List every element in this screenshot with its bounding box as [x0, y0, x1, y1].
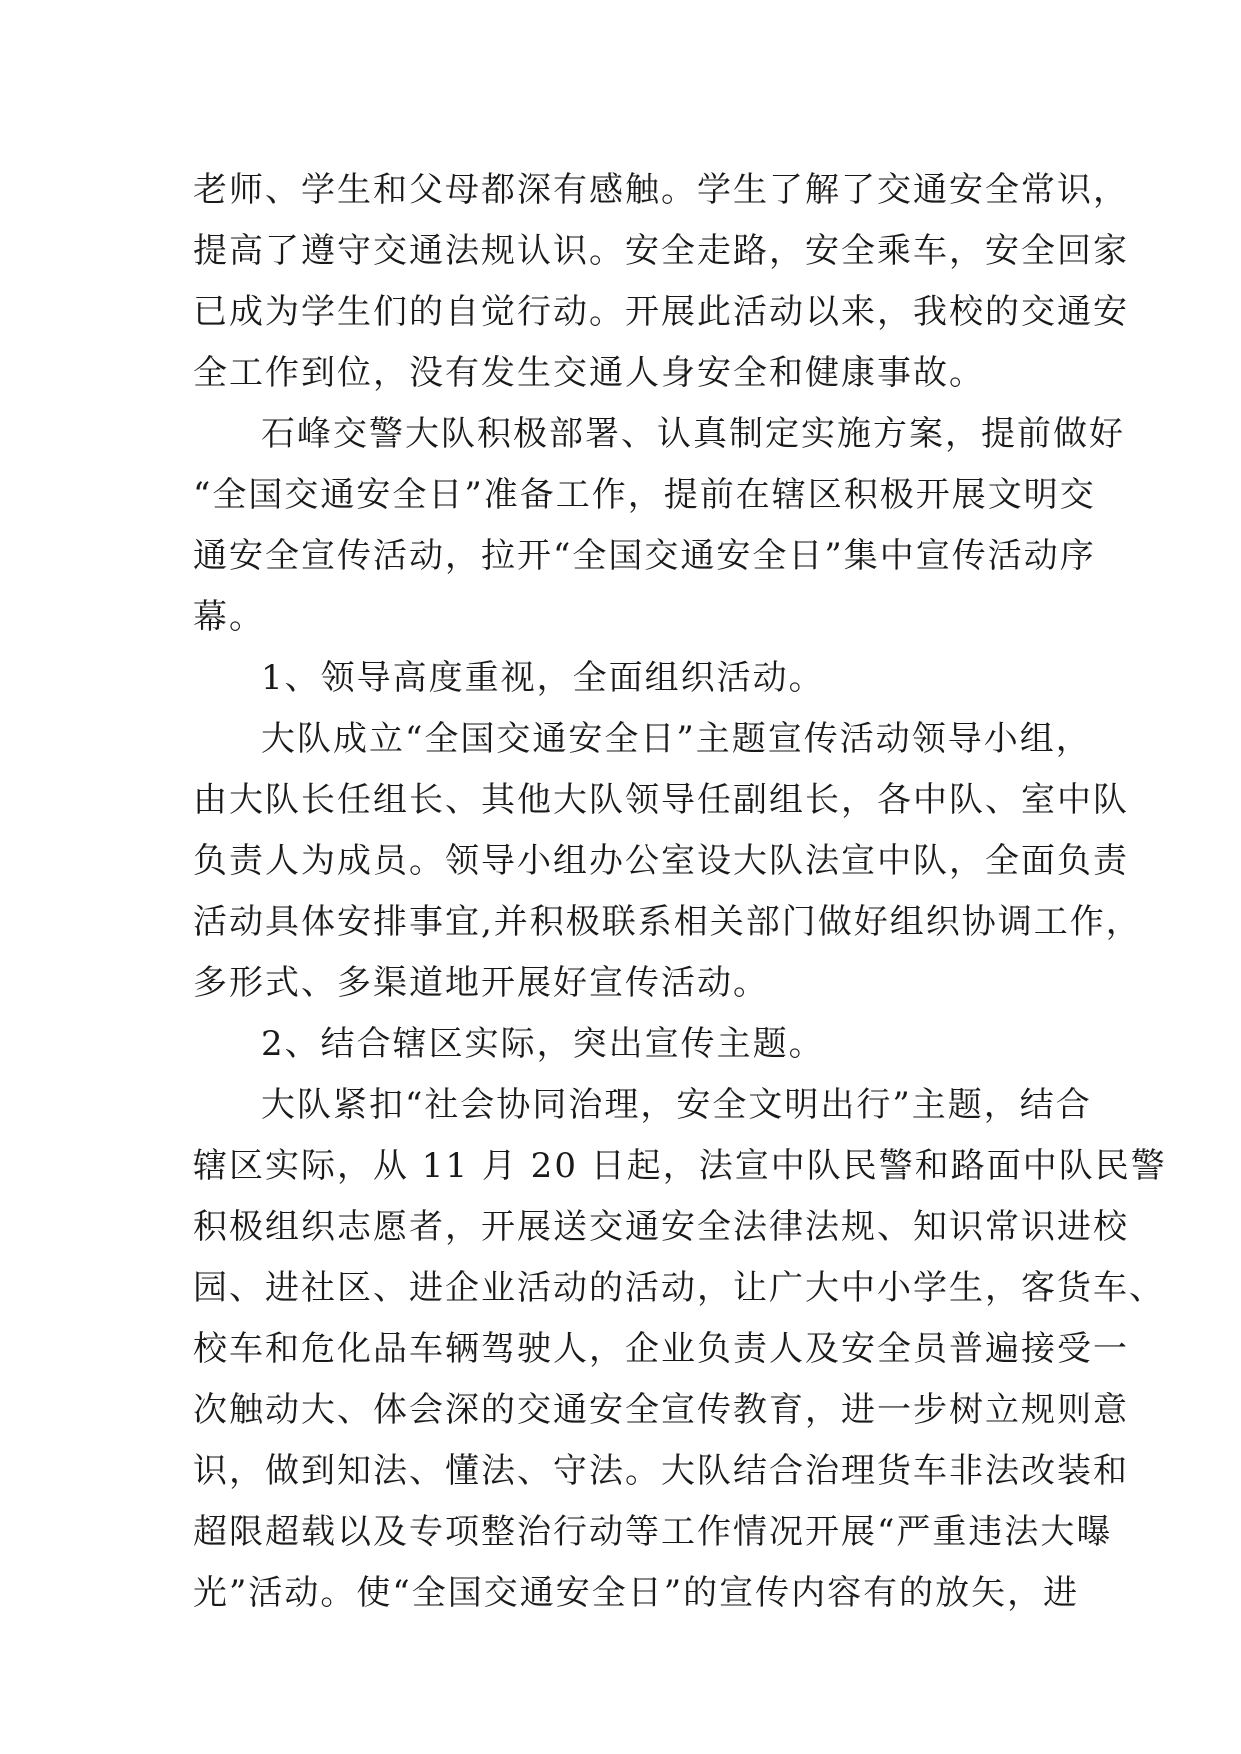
text-line: “全国交通安全日”准备工作，提前在辖区积极开展文明交	[193, 475, 1096, 515]
text-line: 园、进社区、进企业活动的活动，让广大中小学生，客货车、	[193, 1268, 1165, 1308]
text-line: 由大队长任组长、其他大队领导任副组长，各中队、室中队	[193, 780, 1129, 820]
text-line: 光”活动。使“全国交通安全日”的宣传内容有的放矢，进	[193, 1573, 1080, 1613]
section-heading-1: 1、领导高度重视，全面组织活动。	[261, 658, 825, 698]
text-line: 多形式、多渠道地开展好宣传活动。	[193, 963, 769, 1003]
paragraph-first-line: 石峰交警大队积极部署、认真制定实施方案，提前做好	[261, 414, 1125, 454]
text-line: 活动具体安排事宜,并积极联系相关部门做好组织协调工作，	[193, 902, 1142, 942]
text-line: 老师、学生和父母都深有感触。学生了解了交通安全常识，	[193, 170, 1129, 210]
text-line: 辖区实际，从 11 月 20 日起，法宣中队民警和路面中队民警	[193, 1146, 1167, 1186]
text-line: 提高了遵守交通法规认识。安全走路，安全乘车，安全回家	[193, 231, 1129, 271]
paragraph-first-line: 大队紧扣“社会协同治理，安全文明出行”主题，结合	[261, 1085, 1092, 1125]
text-line: 已成为学生们的自觉行动。开展此活动以来，我校的交通安	[193, 292, 1129, 332]
text-line: 校车和危化品车辆驾驶人，企业负责人及安全员普遍接受一	[193, 1329, 1129, 1369]
text-line: 识，做到知法、懂法、守法。大队结合治理货车非法改装和	[193, 1451, 1129, 1491]
text-line: 超限超载以及专项整治行动等工作情况开展“严重违法大曝	[193, 1512, 1113, 1552]
paragraph-first-line: 大队成立“全国交通安全日”主题宣传活动领导小组，	[261, 719, 1092, 759]
section-heading-2: 2、结合辖区实际，突出宣传主题。	[261, 1024, 825, 1064]
text-line: 全工作到位，没有发生交通人身安全和健康事故。	[193, 353, 985, 393]
text-line: 积极组织志愿者，开展送交通安全法律法规、知识常识进校	[193, 1207, 1129, 1247]
document-body	[193, 160, 1167, 1624]
text-line: 负责人为成员。领导小组办公室设大队法宣中队，全面负责	[193, 841, 1129, 881]
text-line: 通安全宣传活动，拉开“全国交通安全日”集中宣传活动序	[193, 536, 1096, 576]
text-line: 幕。	[193, 597, 265, 637]
text-line: 次触动大、体会深的交通安全宣传教育，进一步树立规则意	[193, 1390, 1129, 1430]
